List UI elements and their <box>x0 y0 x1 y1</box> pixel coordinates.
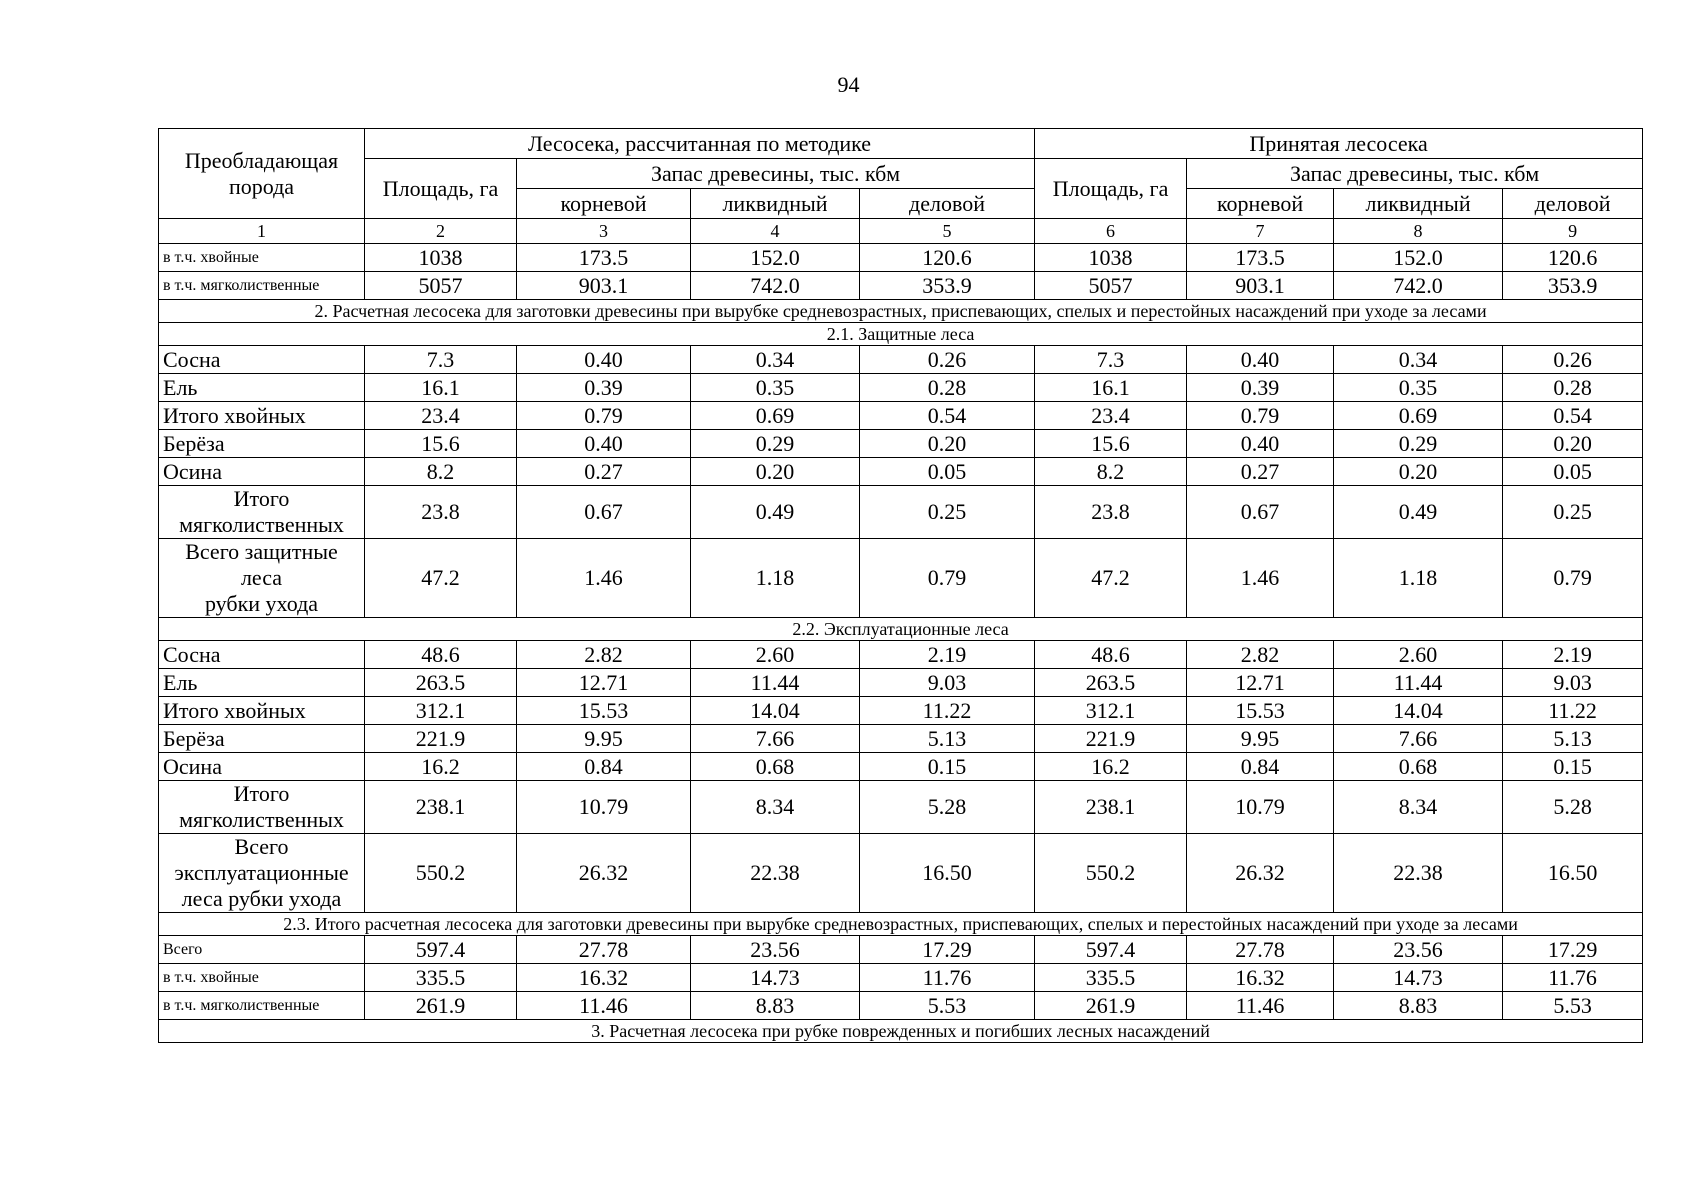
table-cell: 1.46 <box>517 539 691 618</box>
table-row <box>159 346 1643 374</box>
table-cell: 16.2 <box>365 753 517 781</box>
table-cell: 0.40 <box>1187 430 1334 458</box>
table-row <box>159 641 1643 669</box>
section-title: 2.3. Итого расчетная лесосека для заготовки древесины при вырубке средневозрастных, приспевающих, спелых и перестойных насаждений при уходе за лесами <box>159 913 1643 936</box>
table-cell: 16.32 <box>517 964 691 992</box>
table-cell: 16.1 <box>1035 374 1187 402</box>
table-cell: 23.8 <box>1035 486 1187 539</box>
table-cell: 16.50 <box>860 834 1035 913</box>
table-cell: 0.79 <box>1503 539 1643 618</box>
table-cell: 16.2 <box>1035 753 1187 781</box>
table-cell: 5.13 <box>1503 725 1643 753</box>
table-cell: 9.03 <box>860 669 1035 697</box>
row-label: Всего защитные леса рубки ухода <box>159 539 365 618</box>
table-cell: 1.18 <box>1334 539 1503 618</box>
table-cell: 10.79 <box>1187 781 1334 834</box>
table-cell: 0.34 <box>691 346 860 374</box>
section-2-3-title-row <box>159 913 1643 936</box>
table-cell: 27.78 <box>1187 936 1334 964</box>
table-cell: 2.60 <box>1334 641 1503 669</box>
table-cell: 903.1 <box>517 272 691 300</box>
table-cell: 14.04 <box>691 697 860 725</box>
table-cell: 23.56 <box>1334 936 1503 964</box>
table-cell: 7.3 <box>1035 346 1187 374</box>
table-cell: 0.29 <box>691 430 860 458</box>
table-cell: 550.2 <box>1035 834 1187 913</box>
table-cell: 263.5 <box>365 669 517 697</box>
table-cell: 742.0 <box>1334 272 1503 300</box>
table-cell: 5.28 <box>860 781 1035 834</box>
table-cell: 0.20 <box>1334 458 1503 486</box>
table-cell: 22.38 <box>1334 834 1503 913</box>
table-cell: 152.0 <box>1334 244 1503 272</box>
table-cell: 5.53 <box>1503 992 1643 1020</box>
table-cell: 0.26 <box>860 346 1035 374</box>
row-label: в т.ч. хвойные <box>159 964 365 992</box>
table-cell: 11.76 <box>1503 964 1643 992</box>
table-cell: 0.05 <box>860 458 1035 486</box>
column-number: 1 <box>159 219 365 244</box>
table-cell: 48.6 <box>365 641 517 669</box>
table-cell: 0.84 <box>517 753 691 781</box>
table-cell: 12.71 <box>517 669 691 697</box>
table-cell: 0.26 <box>1503 346 1643 374</box>
table-cell: 0.20 <box>691 458 860 486</box>
row-label: Осина <box>159 753 365 781</box>
table-cell: 1.18 <box>691 539 860 618</box>
table-cell: 15.53 <box>517 697 691 725</box>
table-cell: 5.13 <box>860 725 1035 753</box>
table-cell: 903.1 <box>1187 272 1334 300</box>
table-cell: 0.35 <box>1334 374 1503 402</box>
table-cell: 7.66 <box>1334 725 1503 753</box>
table-cell: 0.34 <box>1334 346 1503 374</box>
table-cell: 11.22 <box>860 697 1035 725</box>
header-liquid-calc: ликвидный <box>691 189 860 219</box>
table-cell: 0.20 <box>860 430 1035 458</box>
table-cell: 0.15 <box>860 753 1035 781</box>
table-cell: 15.53 <box>1187 697 1334 725</box>
table-cell: 0.39 <box>517 374 691 402</box>
section-title: 2. Расчетная лесосека для заготовки древесины при вырубке средневозрастных, приспевающих, спелых и перестойных насаждений при уходе за лесами <box>159 300 1643 323</box>
row-label: Ель <box>159 669 365 697</box>
table-cell: 27.78 <box>517 936 691 964</box>
table-cell: 0.27 <box>1187 458 1334 486</box>
table-cell: 1038 <box>365 244 517 272</box>
table-cell: 263.5 <box>1035 669 1187 697</box>
column-number: 8 <box>1334 219 1503 244</box>
table-cell: 1038 <box>1035 244 1187 272</box>
table-cell: 312.1 <box>1035 697 1187 725</box>
table-row <box>159 374 1643 402</box>
row-label: Всего <box>159 936 365 964</box>
row-label: Ель <box>159 374 365 402</box>
table-cell: 8.34 <box>691 781 860 834</box>
table-cell: 23.4 <box>1035 402 1187 430</box>
section-2-title-row <box>159 300 1643 323</box>
table-cell: 0.84 <box>1187 753 1334 781</box>
table-cell: 0.49 <box>1334 486 1503 539</box>
table-cell: 2.60 <box>691 641 860 669</box>
row-label: Итого хвойных <box>159 402 365 430</box>
table-cell: 8.83 <box>1334 992 1503 1020</box>
table-cell: 0.39 <box>1187 374 1334 402</box>
row-label: Итого мягколиственных <box>159 781 365 834</box>
table-cell: 14.73 <box>691 964 860 992</box>
table-cell: 48.6 <box>1035 641 1187 669</box>
column-number: 7 <box>1187 219 1334 244</box>
table-cell: 0.15 <box>1503 753 1643 781</box>
section-3-title-row <box>159 1020 1643 1043</box>
column-number: 3 <box>517 219 691 244</box>
felling-area-table <box>158 128 1643 1043</box>
table-cell: 17.29 <box>860 936 1035 964</box>
row-label: Сосна <box>159 346 365 374</box>
row-label: в т.ч. хвойные <box>159 244 365 272</box>
row-label: в т.ч. мягколиственные <box>159 272 365 300</box>
table-cell: 11.44 <box>691 669 860 697</box>
table-cell: 11.46 <box>517 992 691 1020</box>
section-title: 3. Расчетная лесосека при рубке поврежденных и погибших лесных насаждений <box>159 1020 1643 1043</box>
table-cell: 0.69 <box>1334 402 1503 430</box>
table-cell: 0.29 <box>1334 430 1503 458</box>
table-cell: 120.6 <box>1503 244 1643 272</box>
table-cell: 2.82 <box>517 641 691 669</box>
table-cell: 11.44 <box>1334 669 1503 697</box>
table-cell: 312.1 <box>365 697 517 725</box>
table-cell: 353.9 <box>860 272 1035 300</box>
table-cell: 23.4 <box>365 402 517 430</box>
table-cell: 26.32 <box>1187 834 1334 913</box>
table-cell: 17.29 <box>1503 936 1643 964</box>
table-cell: 0.54 <box>860 402 1035 430</box>
row-label: Берёза <box>159 725 365 753</box>
table-cell: 8.2 <box>365 458 517 486</box>
table-cell: 1.46 <box>1187 539 1334 618</box>
header-stock-accepted: Запас древесины, тыс. кбм <box>1187 159 1643 189</box>
table-cell: 8.83 <box>691 992 860 1020</box>
table-cell: 14.73 <box>1334 964 1503 992</box>
table-cell: 120.6 <box>860 244 1035 272</box>
table-cell: 0.40 <box>1187 346 1334 374</box>
header-species: Преобладающая порода <box>159 129 365 219</box>
table-cell: 9.95 <box>1187 725 1334 753</box>
table-cell: 11.46 <box>1187 992 1334 1020</box>
table-body <box>159 219 1643 1043</box>
table-cell: 550.2 <box>365 834 517 913</box>
table-cell: 16.1 <box>365 374 517 402</box>
table-row <box>159 539 1643 618</box>
table-cell: 10.79 <box>517 781 691 834</box>
row-label: Итого мягколиственных <box>159 486 365 539</box>
table-cell: 9.95 <box>517 725 691 753</box>
table-cell: 7.66 <box>691 725 860 753</box>
table-cell: 742.0 <box>691 272 860 300</box>
page-number: 94 <box>837 72 860 97</box>
table-row <box>159 964 1643 992</box>
table-cell: 0.40 <box>517 430 691 458</box>
table-cell: 0.67 <box>517 486 691 539</box>
column-number: 4 <box>691 219 860 244</box>
column-number: 2 <box>365 219 517 244</box>
table-cell: 0.54 <box>1503 402 1643 430</box>
header-calculated-group: Лесосека, рассчитанная по методике <box>365 129 1035 159</box>
table-row <box>159 244 1643 272</box>
column-number: 9 <box>1503 219 1643 244</box>
header-accepted-group: Принятая лесосека <box>1035 129 1643 159</box>
column-number: 6 <box>1035 219 1187 244</box>
table-cell: 0.79 <box>860 539 1035 618</box>
table-cell: 15.6 <box>1035 430 1187 458</box>
table-cell: 16.32 <box>1187 964 1334 992</box>
table-cell: 5057 <box>1035 272 1187 300</box>
table-cell: 47.2 <box>365 539 517 618</box>
table-cell: 23.8 <box>365 486 517 539</box>
table-row <box>159 936 1643 964</box>
table-cell: 2.19 <box>1503 641 1643 669</box>
table-row <box>159 486 1643 539</box>
table-cell: 26.32 <box>517 834 691 913</box>
table-row <box>159 781 1643 834</box>
table-cell: 261.9 <box>1035 992 1187 1020</box>
table-row <box>159 430 1643 458</box>
table-row <box>159 697 1643 725</box>
row-label: Итого хвойных <box>159 697 365 725</box>
table-cell: 15.6 <box>365 430 517 458</box>
table-cell: 335.5 <box>365 964 517 992</box>
header-area-accepted: Площадь, га <box>1035 159 1187 219</box>
header-stock-calc: Запас древесины, тыс. кбм <box>517 159 1035 189</box>
table-cell: 0.40 <box>517 346 691 374</box>
table-cell: 0.68 <box>691 753 860 781</box>
table-cell: 5.28 <box>1503 781 1643 834</box>
table-cell: 8.34 <box>1334 781 1503 834</box>
section-title: 2.2. Эксплуатационные леса <box>159 618 1643 641</box>
header-area-calc: Площадь, га <box>365 159 517 219</box>
table-cell: 173.5 <box>1187 244 1334 272</box>
header-root-accepted: корневой <box>1187 189 1334 219</box>
table-row <box>159 992 1643 1020</box>
table-cell: 8.2 <box>1035 458 1187 486</box>
table-row <box>159 669 1643 697</box>
table-cell: 353.9 <box>1503 272 1643 300</box>
table-cell: 221.9 <box>1035 725 1187 753</box>
table-cell: 238.1 <box>1035 781 1187 834</box>
table-cell: 0.25 <box>860 486 1035 539</box>
table-cell: 11.76 <box>860 964 1035 992</box>
table-cell: 597.4 <box>365 936 517 964</box>
table-cell: 0.49 <box>691 486 860 539</box>
table-cell: 5.53 <box>860 992 1035 1020</box>
table-row <box>159 753 1643 781</box>
table-cell: 0.69 <box>691 402 860 430</box>
row-label: Сосна <box>159 641 365 669</box>
table-row <box>159 725 1643 753</box>
table-row <box>159 402 1643 430</box>
table-cell: 9.03 <box>1503 669 1643 697</box>
table-cell: 12.71 <box>1187 669 1334 697</box>
table-cell: 238.1 <box>365 781 517 834</box>
table-row <box>159 458 1643 486</box>
table-cell: 0.27 <box>517 458 691 486</box>
table-cell: 0.35 <box>691 374 860 402</box>
table-cell: 5057 <box>365 272 517 300</box>
table-cell: 261.9 <box>365 992 517 1020</box>
header-root-calc: корневой <box>517 189 691 219</box>
table-cell: 0.05 <box>1503 458 1643 486</box>
row-label: Осина <box>159 458 365 486</box>
table-cell: 2.19 <box>860 641 1035 669</box>
table-cell: 173.5 <box>517 244 691 272</box>
table-cell: 22.38 <box>691 834 860 913</box>
table-cell: 152.0 <box>691 244 860 272</box>
table-row <box>159 272 1643 300</box>
table-cell: 23.56 <box>691 936 860 964</box>
row-label: в т.ч. мягколиственные <box>159 992 365 1020</box>
table-cell: 0.20 <box>1503 430 1643 458</box>
table-row <box>159 834 1643 913</box>
table-cell: 597.4 <box>1035 936 1187 964</box>
table-cell: 0.25 <box>1503 486 1643 539</box>
section-2-1-title-row <box>159 323 1643 346</box>
table-cell: 16.50 <box>1503 834 1643 913</box>
header-business-calc: деловой <box>860 189 1035 219</box>
section-2-2-title-row <box>159 618 1643 641</box>
column-number: 5 <box>860 219 1035 244</box>
table-cell: 14.04 <box>1334 697 1503 725</box>
table-cell: 335.5 <box>1035 964 1187 992</box>
header-liquid-accepted: ликвидный <box>1334 189 1503 219</box>
table-cell: 0.68 <box>1334 753 1503 781</box>
table-cell: 11.22 <box>1503 697 1643 725</box>
header-business-accepted: деловой <box>1503 189 1643 219</box>
table-cell: 0.28 <box>1503 374 1643 402</box>
table-cell: 7.3 <box>365 346 517 374</box>
section-title: 2.1. Защитные леса <box>159 323 1643 346</box>
table-cell: 0.67 <box>1187 486 1334 539</box>
table-cell: 221.9 <box>365 725 517 753</box>
table-cell: 0.79 <box>1187 402 1334 430</box>
table-cell: 47.2 <box>1035 539 1187 618</box>
row-label: Берёза <box>159 430 365 458</box>
column-number-row <box>159 219 1643 244</box>
table-cell: 0.79 <box>517 402 691 430</box>
table-cell: 0.28 <box>860 374 1035 402</box>
table-cell: 2.82 <box>1187 641 1334 669</box>
row-label: Всего эксплуатационные леса рубки ухода <box>159 834 365 913</box>
